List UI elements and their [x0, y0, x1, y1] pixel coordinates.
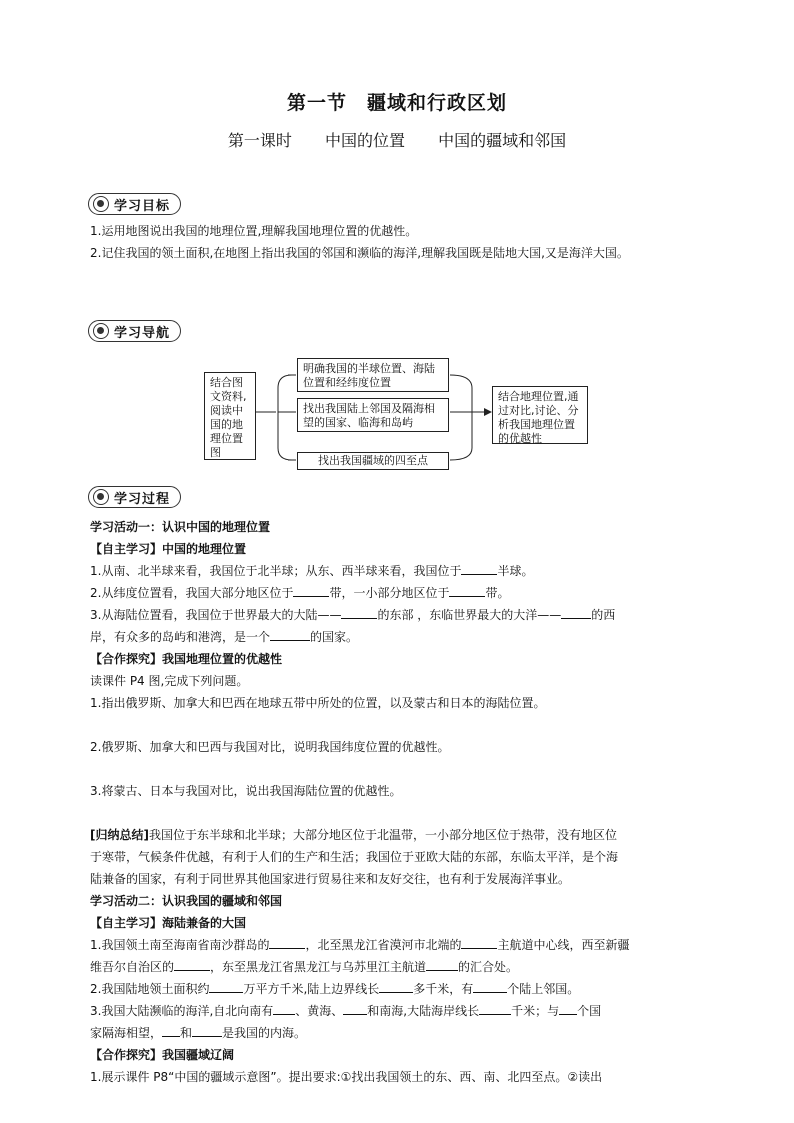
territory-q1: 1.我国领土南至海南省南沙群岛的 ，北至黑龙江省漠河市北端的 主航道中心线，西至新疆 [90, 938, 630, 952]
arrow-head-icon [484, 408, 492, 416]
summary-line-3: 陆兼备的国家，有利于同世界其他国家进行贸易往来和友好交往，也有利于发展海洋事业。 [90, 872, 571, 886]
goal-item: 2.记住我国的领土面积,在地图上指出我国的邻国和濒临的海洋,理解我国既是陆地大国,又是海洋大国。 [90, 246, 629, 260]
answer-blank[interactable] [426, 958, 458, 971]
cooperation-task-1: 1.展示课件 P8“中国的疆域示意图”。提出要求:①找出我国领土的东、西、南、北四至点。②读出 [90, 1070, 603, 1084]
answer-blank[interactable] [449, 584, 485, 597]
connector-bracket [450, 375, 472, 460]
answer-blank[interactable] [269, 936, 305, 949]
flow-box-neighbors: 找出我国陆上邻国及隔海相望的国家、临海和岛屿 [297, 398, 449, 432]
book-icon [93, 489, 109, 505]
process-content [90, 516, 710, 1088]
flow-box-start: 结合图文资料,阅读中国的地理位置图 [204, 372, 256, 460]
section-badge-process: 学习过程 [88, 486, 181, 508]
summary-line-1: [归纳总结]我国位于东半球和北半球；大部分地区位于北温带，一小部分地区位于热带，没有地区位 [90, 828, 617, 842]
answer-blank[interactable] [293, 584, 329, 597]
answer-blank[interactable] [209, 980, 243, 993]
subtitle-lesson: 第一课时 [227, 131, 292, 150]
answer-blank[interactable] [273, 1002, 295, 1015]
section-badge-nav: 学习导航 [88, 320, 181, 342]
cooperation-heading: 【合作探究】我国地理位置的优越性 [90, 652, 283, 666]
answer-blank[interactable] [343, 1002, 367, 1015]
exploration-1: 1.指出俄罗斯、加拿大和巴西在地球五带中所处的位置，以及蒙古和日本的海陆位置。 [90, 696, 546, 710]
question-3-cont: 岸，有众多的岛屿和港湾，是一个 的国家。 [90, 630, 359, 644]
question-2: 2.从纬度位置看，我国大部分地区位于 带，一小部分地区位于 带。 [90, 586, 510, 600]
answer-blank[interactable] [559, 1002, 577, 1015]
answer-blank[interactable] [192, 1024, 222, 1037]
flow-box-extreme-points: 找出我国疆域的四至点 [297, 452, 449, 470]
self-study-heading-2: 【自主学习】海陆兼备的大国 [90, 916, 247, 930]
territory-q3: 3.我国大陆濒临的海洋,自北向南有 、黄海、 和南海,大陆海岸线长 千米；与 个国 [90, 1004, 602, 1018]
territory-q3-cont: 家隔海相望， 和 是我国的内海。 [90, 1026, 307, 1040]
territory-q2: 2.我国陆地领土面积约 万平方千米,陆上边界线长 多千米，有 个陆上邻国。 [90, 982, 580, 996]
reading-instruction: 读课件 P4 图,完成下列问题。 [90, 674, 249, 688]
answer-blank[interactable] [479, 1002, 511, 1015]
exploration-3: 3.将蒙古、日本与我国对比，说出我国海陆位置的优越性。 [90, 784, 402, 798]
subtitle-topic-2: 中国的疆域和邻国 [438, 131, 567, 150]
answer-space[interactable] [90, 758, 710, 780]
answer-space[interactable] [90, 714, 710, 736]
answer-blank[interactable] [461, 936, 497, 949]
answer-blank[interactable] [461, 562, 497, 575]
answer-blank[interactable] [379, 980, 413, 993]
goal-item: 1.运用地图说出我国的地理位置,理解我国地理位置的优越性。 [90, 224, 418, 238]
summary-line-2: 于寒带，气候条件优越，有利于人们的生产和生活；我国位于亚欧大陆的东部，东临太平洋，是个海 [90, 850, 619, 864]
exploration-2: 2.俄罗斯、加拿大和巴西与我国对比，说明我国纬度位置的优越性。 [90, 740, 450, 754]
self-study-heading: 【自主学习】中国的地理位置 [90, 542, 247, 556]
answer-blank[interactable] [174, 958, 210, 971]
answer-blank[interactable] [270, 628, 310, 641]
activity-1-heading: 学习活动一：认识中国的地理位置 [90, 520, 271, 534]
answer-blank[interactable] [561, 606, 591, 619]
answer-blank[interactable] [341, 606, 377, 619]
question-3: 3.从海陆位置看，我国位于世界最大的大陆—— 的东部 ，东临世界最大的大洋—— 的西 [90, 608, 616, 622]
answer-blank[interactable] [473, 980, 507, 993]
flow-box-result: 结合地理位置,通过对比,讨论、分析我国地理位置的优越性 [492, 386, 588, 444]
connector-bracket [278, 375, 292, 460]
cooperation-heading-2: 【合作探究】我国疆域辽阔 [90, 1048, 235, 1062]
answer-blank[interactable] [162, 1024, 180, 1037]
flow-box-position: 明确我国的半球位置、海陆位置和经纬度位置 [297, 358, 449, 392]
subtitle-topic-1: 中国的位置 [324, 131, 405, 150]
question-1: 1.从南、北半球来看，我国位于北半球；从东、西半球来看，我国位于 半球。 [90, 564, 534, 578]
answer-space[interactable] [90, 802, 710, 824]
page-title: 第一节 疆域和行政区划 [286, 92, 507, 114]
territory-q1-cont: 维吾尔自治区的 ，东至黑龙江省黑龙江与乌苏里江主航道 的汇合处。 [90, 960, 519, 974]
section-badge-goals: 学习目标 [88, 193, 181, 215]
activity-2-heading: 学习活动二：认识我国的疆域和邻国 [90, 894, 283, 908]
